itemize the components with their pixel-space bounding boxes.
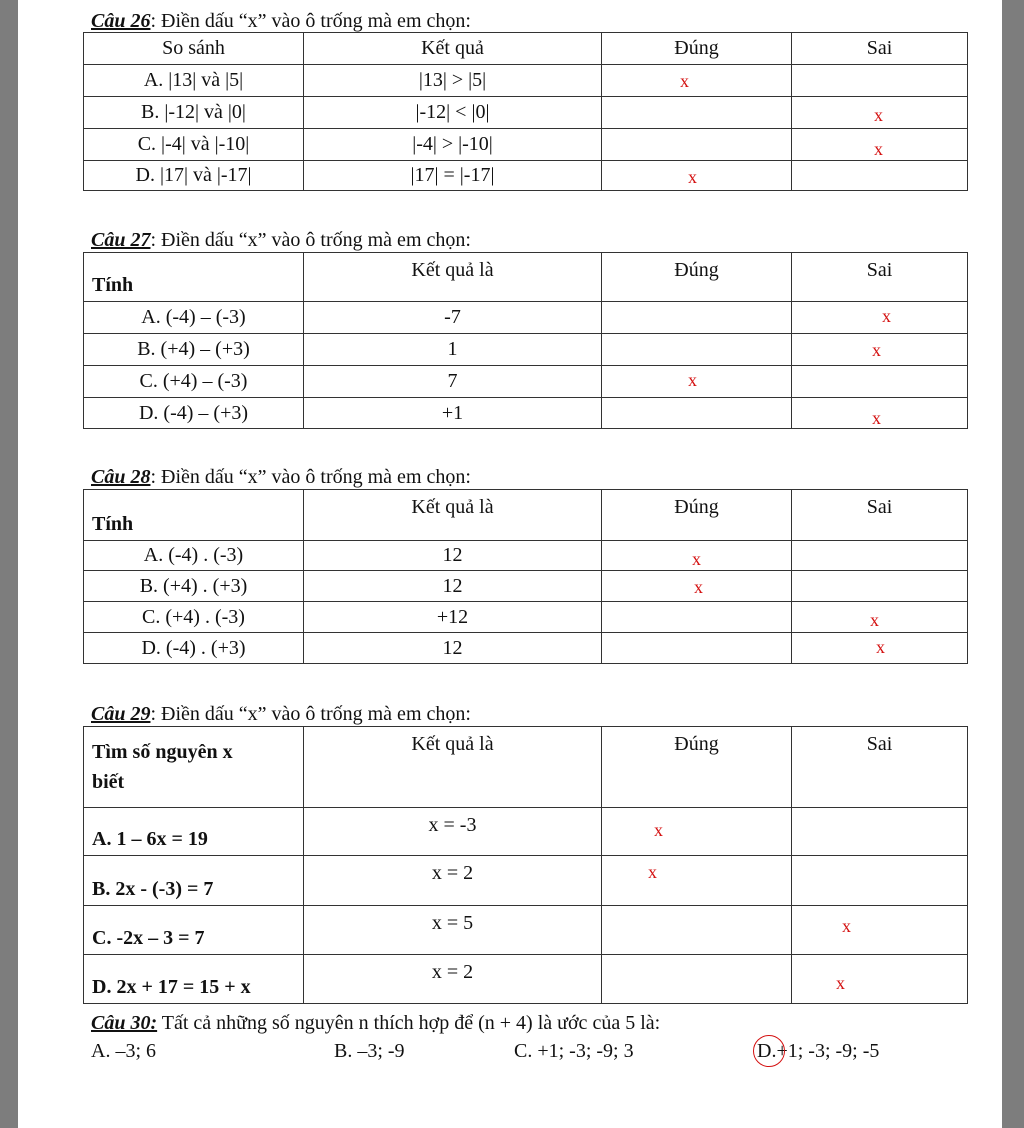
row-label: D. |17| và |-17| bbox=[84, 161, 304, 191]
table-header-row bbox=[84, 253, 968, 302]
true-cell[interactable] bbox=[602, 955, 792, 1004]
header-cell: Sai bbox=[792, 490, 968, 541]
header-cell: Kết quả là bbox=[304, 727, 602, 808]
header-cell: Sai bbox=[792, 253, 968, 302]
row-result: x = -3 bbox=[304, 808, 602, 856]
q28-title bbox=[91, 466, 471, 488]
option-d-letter: D. bbox=[757, 1040, 777, 1062]
true-cell[interactable] bbox=[602, 398, 792, 429]
true-cell[interactable] bbox=[602, 366, 792, 398]
table-row bbox=[84, 955, 968, 1004]
check-mark: x bbox=[648, 862, 657, 882]
q27-title bbox=[91, 229, 471, 251]
q26-label: Câu 26 bbox=[91, 10, 151, 32]
true-cell[interactable] bbox=[602, 906, 792, 955]
q27-label: Câu 27 bbox=[91, 229, 151, 251]
check-mark: x bbox=[874, 139, 883, 159]
row-label: A. (-4) . (-3) bbox=[84, 541, 304, 571]
row-label: C. (+4) . (-3) bbox=[84, 602, 304, 633]
true-cell[interactable] bbox=[602, 334, 792, 366]
q30-options bbox=[91, 1040, 971, 1066]
option-a[interactable]: A. –3; 6 bbox=[91, 1040, 156, 1062]
false-cell[interactable] bbox=[792, 161, 968, 191]
row-label: C. (+4) – (-3) bbox=[84, 366, 304, 398]
row-result: 12 bbox=[304, 541, 602, 571]
row-label: B. (+4) – (+3) bbox=[84, 334, 304, 366]
true-cell[interactable] bbox=[602, 97, 792, 129]
row-result: 1 bbox=[304, 334, 602, 366]
true-cell[interactable] bbox=[602, 302, 792, 334]
check-mark: x bbox=[836, 973, 845, 993]
header-cell: Sai bbox=[792, 727, 968, 808]
row-result: |-4| > |-10| bbox=[304, 129, 602, 161]
false-cell[interactable] bbox=[792, 65, 968, 97]
true-cell[interactable] bbox=[602, 161, 792, 191]
table-header-row bbox=[84, 490, 968, 541]
false-cell[interactable] bbox=[792, 808, 968, 856]
false-cell[interactable] bbox=[792, 633, 968, 664]
row-result: +12 bbox=[304, 602, 602, 633]
check-mark: x bbox=[692, 549, 701, 569]
row-label: D. (-4) – (+3) bbox=[84, 398, 304, 429]
option-d-text: +1; -3; -9; -5 bbox=[776, 1040, 880, 1062]
header-cell: Tính bbox=[84, 253, 304, 302]
q29-label: Câu 29 bbox=[91, 703, 151, 725]
row-result: +1 bbox=[304, 398, 602, 429]
check-mark: x bbox=[688, 370, 697, 390]
table-row bbox=[84, 161, 968, 191]
q26-title bbox=[91, 10, 471, 32]
row-result: -7 bbox=[304, 302, 602, 334]
row-result: 12 bbox=[304, 571, 602, 602]
document-page bbox=[18, 0, 1002, 1128]
q27-prompt: : Điền dấu “x” vào ô trống mà em chọn: bbox=[150, 229, 471, 251]
header-cell: Kết quả là bbox=[304, 490, 602, 541]
header-cell: Tính bbox=[84, 490, 304, 541]
false-cell[interactable] bbox=[792, 906, 968, 955]
table-row bbox=[84, 808, 968, 856]
q27-table bbox=[83, 252, 968, 429]
row-result: x = 5 bbox=[304, 906, 602, 955]
option-c[interactable]: C. +1; -3; -9; 3 bbox=[514, 1040, 634, 1062]
header-cell: So sánh bbox=[84, 33, 304, 65]
q28-prompt: : Điền dấu “x” vào ô trống mà em chọn: bbox=[150, 466, 471, 488]
table-row bbox=[84, 302, 968, 334]
q29-table bbox=[83, 726, 968, 1004]
q30-title bbox=[91, 1012, 660, 1034]
false-cell[interactable] bbox=[792, 955, 968, 1004]
row-label: B. |-12| và |0| bbox=[84, 97, 304, 129]
table-row bbox=[84, 366, 968, 398]
row-result: 12 bbox=[304, 633, 602, 664]
row-result: x = 2 bbox=[304, 856, 602, 906]
check-mark: x bbox=[694, 577, 703, 597]
false-cell[interactable] bbox=[792, 541, 968, 571]
true-cell[interactable] bbox=[602, 808, 792, 856]
true-cell[interactable] bbox=[602, 856, 792, 906]
check-mark: x bbox=[874, 105, 883, 125]
table-row bbox=[84, 97, 968, 129]
table-row bbox=[84, 129, 968, 161]
table-row bbox=[84, 571, 968, 602]
header-cell: Kết quả là bbox=[304, 253, 602, 302]
table-row bbox=[84, 856, 968, 906]
row-label: A. 1 – 6x = 19 bbox=[84, 808, 304, 856]
row-label: D. (-4) . (+3) bbox=[84, 633, 304, 664]
q29-title bbox=[91, 703, 471, 725]
table-row bbox=[84, 398, 968, 429]
header-cell: Sai bbox=[792, 33, 968, 65]
option-b[interactable]: B. –3; -9 bbox=[334, 1040, 405, 1062]
row-result: |13| > |5| bbox=[304, 65, 602, 97]
row-label: B. 2x - (-3) = 7 bbox=[84, 856, 304, 906]
table-row bbox=[84, 633, 968, 664]
check-mark: x bbox=[872, 340, 881, 360]
table-header-row bbox=[84, 33, 968, 65]
check-mark: x bbox=[882, 306, 891, 326]
header-cell: Kết quả bbox=[304, 33, 602, 65]
table-header-row bbox=[84, 727, 968, 808]
q30-prompt: Tất cả những số nguyên n thích hợp để (n + 4) là ước của 5 là: bbox=[157, 1012, 661, 1034]
false-cell[interactable] bbox=[792, 334, 968, 366]
selected-circle-icon bbox=[753, 1035, 785, 1067]
false-cell[interactable] bbox=[792, 129, 968, 161]
row-result: |-12| < |0| bbox=[304, 97, 602, 129]
check-mark: x bbox=[680, 71, 689, 91]
row-label: C. -2x – 3 = 7 bbox=[84, 906, 304, 955]
true-cell[interactable] bbox=[602, 602, 792, 633]
table-row bbox=[84, 541, 968, 571]
header-cell: Đúng bbox=[602, 253, 792, 302]
table-row bbox=[84, 334, 968, 366]
true-cell[interactable] bbox=[602, 129, 792, 161]
row-result: x = 2 bbox=[304, 955, 602, 1004]
check-mark: x bbox=[842, 916, 851, 936]
false-cell[interactable] bbox=[792, 366, 968, 398]
row-result: |17| = |-17| bbox=[304, 161, 602, 191]
check-mark: x bbox=[876, 637, 885, 657]
header-cell: Tìm số nguyên x biết bbox=[84, 727, 304, 808]
false-cell[interactable] bbox=[792, 856, 968, 906]
true-cell[interactable] bbox=[602, 633, 792, 664]
check-mark: x bbox=[688, 167, 697, 187]
row-result: 7 bbox=[304, 366, 602, 398]
check-mark: x bbox=[872, 408, 881, 428]
table-row bbox=[84, 906, 968, 955]
true-cell[interactable] bbox=[602, 571, 792, 602]
table-row bbox=[84, 65, 968, 97]
row-label: B. (+4) . (+3) bbox=[84, 571, 304, 602]
header-cell: Đúng bbox=[602, 727, 792, 808]
check-mark: x bbox=[654, 820, 663, 840]
header-cell: Đúng bbox=[602, 33, 792, 65]
table-row bbox=[84, 602, 968, 633]
false-cell[interactable] bbox=[792, 398, 968, 429]
false-cell[interactable] bbox=[792, 97, 968, 129]
row-label: C. |-4| và |-10| bbox=[84, 129, 304, 161]
true-cell[interactable] bbox=[602, 65, 792, 97]
q28-table bbox=[83, 489, 968, 664]
false-cell[interactable] bbox=[792, 302, 968, 334]
header-cell: Đúng bbox=[602, 490, 792, 541]
q28-label: Câu 28 bbox=[91, 466, 151, 488]
row-label: A. |13| và |5| bbox=[84, 65, 304, 97]
true-cell[interactable] bbox=[602, 541, 792, 571]
q26-prompt: : Điền dấu “x” vào ô trống mà em chọn: bbox=[150, 10, 471, 32]
false-cell[interactable] bbox=[792, 602, 968, 633]
check-mark: x bbox=[870, 610, 879, 630]
q26-table bbox=[83, 32, 968, 191]
row-label: A. (-4) – (-3) bbox=[84, 302, 304, 334]
q29-prompt: : Điền dấu “x” vào ô trống mà em chọn: bbox=[150, 703, 471, 725]
row-label: D. 2x + 17 = 15 + x bbox=[84, 955, 304, 1004]
option-d[interactable] bbox=[757, 1040, 879, 1063]
false-cell[interactable] bbox=[792, 571, 968, 602]
q30-label: Câu 30: bbox=[91, 1012, 158, 1034]
